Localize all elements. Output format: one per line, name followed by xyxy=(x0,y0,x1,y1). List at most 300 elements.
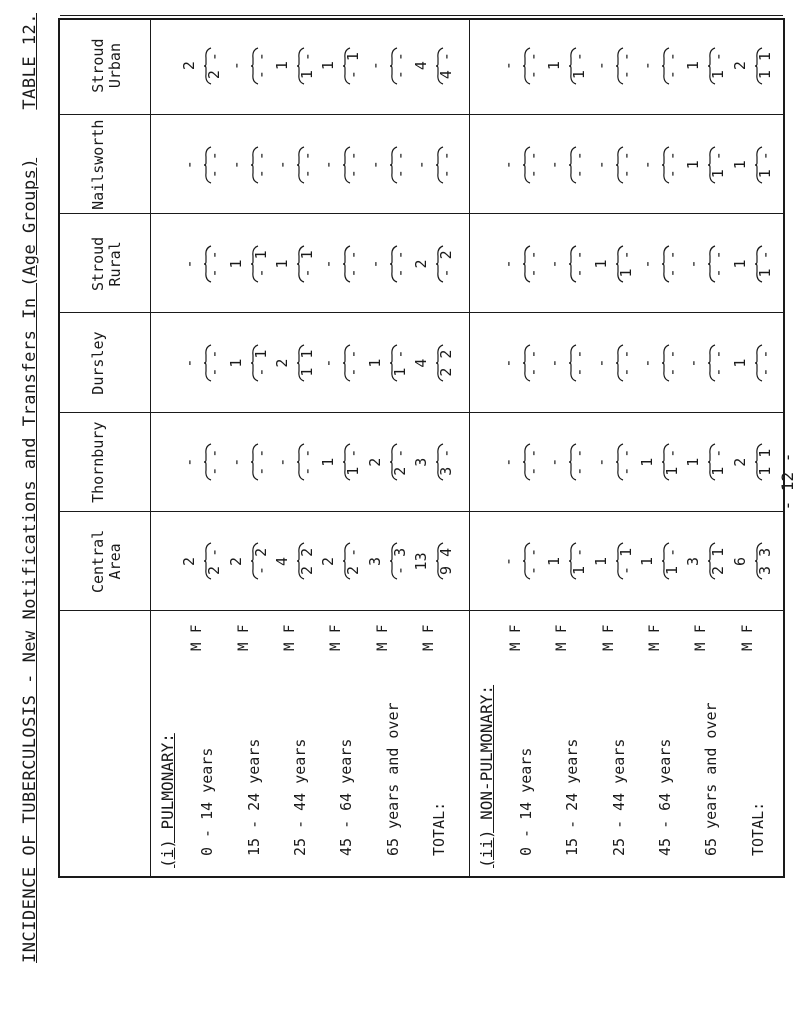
cell-f: - xyxy=(437,52,456,62)
column-header: Nailsworth xyxy=(89,119,107,210)
cell-total: 1 xyxy=(319,457,338,467)
table-cell xyxy=(181,333,223,393)
section-label-text: (ii) NON-PULMONARY: xyxy=(476,684,496,868)
cell-total: - xyxy=(498,457,517,467)
cell-brace xyxy=(430,135,438,195)
cell-f: - xyxy=(662,547,681,557)
section-label-text: (i) PULMONARY: xyxy=(158,733,177,868)
table-heading: INCIDENCE OF TUBERCULOSIS - New Notifications and Transfers In (Age Groups) xyxy=(20,157,40,963)
cell-f: - xyxy=(709,151,728,161)
cell-f: - xyxy=(570,448,589,458)
table-cell xyxy=(274,333,316,393)
table-cell xyxy=(546,36,588,96)
cell-brace xyxy=(517,333,525,393)
sex-label-f: F xyxy=(739,624,756,633)
cell-f: 1 xyxy=(709,547,728,557)
cell-m: - xyxy=(570,169,589,179)
cell-f: - xyxy=(570,151,589,161)
table-cell xyxy=(367,432,409,492)
cell-total: 4 xyxy=(273,556,292,566)
cell-total: - xyxy=(591,61,610,71)
cell-brace xyxy=(702,36,710,96)
cell-f: - xyxy=(616,250,635,260)
cell-total: 2 xyxy=(319,556,338,566)
cell-f: - xyxy=(390,52,409,62)
cell-m: 1 xyxy=(662,466,681,476)
cell-total: 1 xyxy=(365,358,384,368)
cell-m: 1 xyxy=(344,466,363,476)
cell-brace xyxy=(430,531,438,591)
table-cell xyxy=(639,432,681,492)
sex-label-f: F xyxy=(189,624,206,633)
cell-brace xyxy=(430,234,438,294)
table-cell xyxy=(546,432,588,492)
sex-label-f: F xyxy=(235,624,252,633)
cell-f: - xyxy=(709,448,728,458)
cell-f: - xyxy=(298,448,317,458)
table-cell xyxy=(639,531,681,591)
sex-label-f: F xyxy=(646,624,663,633)
age-group-label: 25 - 44 years xyxy=(291,738,310,856)
cell-total: - xyxy=(365,160,384,170)
cell-f: - xyxy=(205,349,224,359)
cell-f: 1 xyxy=(298,349,317,359)
age-group-label: 15 - 24 years xyxy=(563,738,582,856)
cell-total: 13 xyxy=(412,552,431,571)
cell-m: - xyxy=(523,565,542,575)
cell-total: 1 xyxy=(273,61,292,71)
cell-total: - xyxy=(180,160,199,170)
cell-brace xyxy=(749,135,757,195)
sex-label-m: M xyxy=(507,642,524,651)
column-rule xyxy=(60,15,783,16)
cell-m: - xyxy=(390,268,409,278)
cell-f: - xyxy=(662,250,681,260)
table-cell xyxy=(639,135,681,195)
cell-brace xyxy=(517,531,525,591)
table-cell xyxy=(367,135,409,195)
sex-label-f: F xyxy=(374,624,391,633)
cell-total: 1 xyxy=(730,259,749,269)
cell-m: - xyxy=(437,268,456,278)
cell-f: - xyxy=(570,547,589,557)
table-cell xyxy=(732,531,774,591)
section-rule xyxy=(469,20,470,876)
age-group-label: 0 - 14 years xyxy=(198,747,217,856)
cell-f: - xyxy=(709,52,728,62)
cell-m: 2 xyxy=(205,70,224,80)
cell-brace xyxy=(702,531,710,591)
sex-label-m: M xyxy=(374,642,391,651)
cell-m: - xyxy=(344,268,363,278)
cell-brace xyxy=(517,135,525,195)
cell-m: - xyxy=(709,367,728,377)
cell-m: - xyxy=(251,466,270,476)
sex-label-m: M xyxy=(189,642,206,651)
cell-brace xyxy=(198,135,206,195)
table-cell xyxy=(181,234,223,294)
cell-total: 1 xyxy=(591,259,610,269)
table-cell xyxy=(320,432,362,492)
cell-brace xyxy=(198,36,206,96)
cell-total: - xyxy=(637,160,656,170)
table-cell xyxy=(593,333,635,393)
page-title xyxy=(20,3,40,963)
cell-total: - xyxy=(319,160,338,170)
cell-m: - xyxy=(570,367,589,377)
cell-f: - xyxy=(205,547,224,557)
table-cell xyxy=(228,531,270,591)
cell-brace xyxy=(610,531,618,591)
cell-brace xyxy=(337,234,345,294)
cell-total: - xyxy=(226,160,245,170)
cell-total: - xyxy=(498,358,517,368)
cell-m: - xyxy=(390,70,409,80)
cell-total: 1 xyxy=(319,61,338,71)
cell-brace xyxy=(656,36,664,96)
table-cell xyxy=(228,135,270,195)
cell-brace xyxy=(656,432,664,492)
cell-total: - xyxy=(545,259,564,269)
cell-f: 1 xyxy=(344,52,363,62)
cell-m: 2 xyxy=(390,466,409,476)
cell-total: 1 xyxy=(684,61,703,71)
cell-brace xyxy=(384,432,392,492)
cell-brace xyxy=(430,432,438,492)
cell-brace xyxy=(384,234,392,294)
cell-total: - xyxy=(591,160,610,170)
table-cell xyxy=(367,333,409,393)
cell-brace xyxy=(702,432,710,492)
cell-total: - xyxy=(365,61,384,71)
section-label xyxy=(477,685,496,868)
cell-total: 1 xyxy=(730,160,749,170)
cell-f: 1 xyxy=(251,250,270,260)
cell-m: - xyxy=(437,169,456,179)
cell-total: 6 xyxy=(730,556,749,566)
cell-f: - xyxy=(570,349,589,359)
cell-f: - xyxy=(570,250,589,260)
header-rule xyxy=(150,20,151,876)
cell-m: - xyxy=(616,169,635,179)
cell-f: - xyxy=(616,448,635,458)
cell-total: 2 xyxy=(226,556,245,566)
cell-total: 4 xyxy=(412,358,431,368)
cell-f: - xyxy=(616,52,635,62)
cell-brace xyxy=(291,135,299,195)
cell-total: - xyxy=(365,259,384,269)
table-cell xyxy=(181,36,223,96)
cell-total: - xyxy=(180,259,199,269)
table-cell xyxy=(413,432,455,492)
cell-m: - xyxy=(251,169,270,179)
cell-f: - xyxy=(523,349,542,359)
table-cell xyxy=(228,234,270,294)
cell-f: - xyxy=(662,448,681,458)
cell-m: - xyxy=(570,268,589,278)
cell-total: - xyxy=(545,457,564,467)
table-cell xyxy=(500,432,542,492)
cell-brace xyxy=(656,333,664,393)
column-rule xyxy=(60,313,783,314)
cell-m: - xyxy=(616,70,635,80)
cell-f: 1 xyxy=(251,349,270,359)
cell-f: - xyxy=(205,52,224,62)
cell-f: 1 xyxy=(616,547,635,557)
age-group-label: 0 - 14 years xyxy=(516,747,535,856)
column-rule xyxy=(60,511,783,512)
cell-f: - xyxy=(755,250,774,260)
cell-m: 1 xyxy=(755,169,774,179)
cell-m: 1 xyxy=(755,466,774,476)
table-cell xyxy=(685,36,727,96)
cell-total: 2 xyxy=(273,358,292,368)
cell-brace xyxy=(384,135,392,195)
cell-brace xyxy=(610,234,618,294)
cell-brace xyxy=(563,432,571,492)
sex-label-f: F xyxy=(421,624,438,633)
cell-m: - xyxy=(298,466,317,476)
cell-brace xyxy=(749,531,757,591)
cell-total: 4 xyxy=(412,61,431,71)
cell-f: - xyxy=(709,349,728,359)
cell-m: 1 xyxy=(709,169,728,179)
cell-m: 9 xyxy=(437,565,456,575)
cell-m: - xyxy=(523,268,542,278)
table-cell xyxy=(500,135,542,195)
column-header: Dursley xyxy=(89,331,107,395)
cell-f: 1 xyxy=(755,52,774,62)
table-cell xyxy=(500,36,542,96)
table-cell xyxy=(500,531,542,591)
cell-brace xyxy=(563,333,571,393)
table-cell xyxy=(685,531,727,591)
cell-brace xyxy=(245,234,253,294)
cell-m: 2 xyxy=(205,565,224,575)
age-group-label: 15 - 24 years xyxy=(244,738,263,856)
cell-total: - xyxy=(684,358,703,368)
sex-label-m: M xyxy=(554,642,571,651)
cell-m: 3 xyxy=(755,565,774,575)
cell-total: 2 xyxy=(180,61,199,71)
cell-total: - xyxy=(412,160,431,170)
table-cell xyxy=(546,135,588,195)
cell-m: - xyxy=(523,466,542,476)
cell-brace xyxy=(245,135,253,195)
table-cell xyxy=(685,333,727,393)
cell-m: - xyxy=(570,466,589,476)
table-cell xyxy=(367,531,409,591)
cell-f: 2 xyxy=(437,250,456,260)
table-cell xyxy=(228,432,270,492)
cell-m: 1 xyxy=(616,268,635,278)
table-cell xyxy=(732,135,774,195)
cell-total: - xyxy=(226,61,245,71)
cell-f: - xyxy=(390,349,409,359)
cell-m: - xyxy=(523,169,542,179)
sex-label-m: M xyxy=(282,642,299,651)
table-cell xyxy=(228,36,270,96)
cell-f: - xyxy=(662,151,681,161)
cell-m: 1 xyxy=(755,268,774,278)
page-number: - 12 - xyxy=(778,452,797,511)
table-cell xyxy=(413,36,455,96)
age-group-label: 25 - 44 years xyxy=(609,738,628,856)
cell-brace xyxy=(384,333,392,393)
cell-brace xyxy=(384,531,392,591)
cell-total: 2 xyxy=(412,259,431,269)
cell-total: 2 xyxy=(730,61,749,71)
cell-f: - xyxy=(344,151,363,161)
cell-brace xyxy=(198,234,206,294)
table-cell xyxy=(320,36,362,96)
cell-f: - xyxy=(523,151,542,161)
cell-f: - xyxy=(205,151,224,161)
column-header: Stroud Urban xyxy=(89,38,124,93)
cell-brace xyxy=(517,432,525,492)
cell-total: - xyxy=(591,358,610,368)
cell-brace xyxy=(563,234,571,294)
table-cell xyxy=(228,333,270,393)
column-header: Central Area xyxy=(89,529,124,594)
cell-f: - xyxy=(523,52,542,62)
cell-total: - xyxy=(591,457,610,467)
table-cell xyxy=(685,234,727,294)
table-cell xyxy=(500,234,542,294)
cell-brace xyxy=(702,234,710,294)
cell-brace xyxy=(563,135,571,195)
cell-m: - xyxy=(662,367,681,377)
table-cell xyxy=(732,36,774,96)
cell-m: 1 xyxy=(709,466,728,476)
cell-total: - xyxy=(273,160,292,170)
cell-m: - xyxy=(298,268,317,278)
cell-m: 2 xyxy=(437,367,456,377)
cell-brace xyxy=(656,531,664,591)
cell-m: 1 xyxy=(570,70,589,80)
cell-m: 1 xyxy=(390,367,409,377)
cell-total: 1 xyxy=(684,160,703,170)
table-cell xyxy=(367,234,409,294)
cell-brace xyxy=(291,333,299,393)
cell-total: - xyxy=(180,457,199,467)
column-rule xyxy=(60,114,783,115)
cell-f: - xyxy=(570,52,589,62)
cell-m: - xyxy=(344,70,363,80)
cell-m: 2 xyxy=(709,565,728,575)
sex-label-m: M xyxy=(235,642,252,651)
cell-total: - xyxy=(545,160,564,170)
cell-m: - xyxy=(251,367,270,377)
cell-m: - xyxy=(251,268,270,278)
cell-total: - xyxy=(319,259,338,269)
cell-m: - xyxy=(344,367,363,377)
age-group-label: TOTAL: xyxy=(748,801,767,856)
cell-total: - xyxy=(319,358,338,368)
table-cell xyxy=(546,234,588,294)
cell-total: - xyxy=(637,61,656,71)
sex-label-f: F xyxy=(693,624,710,633)
table-cell xyxy=(732,234,774,294)
cell-f: - xyxy=(298,151,317,161)
age-group-label: 45 - 64 years xyxy=(655,738,674,856)
cell-brace xyxy=(291,531,299,591)
cell-f: 3 xyxy=(755,547,774,557)
cell-brace xyxy=(749,234,757,294)
table-cell xyxy=(320,234,362,294)
table-cell xyxy=(732,333,774,393)
age-group-label: 45 - 64 years xyxy=(337,738,356,856)
section-label xyxy=(158,733,177,868)
column-rule xyxy=(60,213,783,214)
cell-f: 2 xyxy=(251,547,270,557)
cell-m: 1 xyxy=(755,70,774,80)
cell-total: 1 xyxy=(273,259,292,269)
age-group-label: 65 years and over xyxy=(702,702,721,856)
cell-f: - xyxy=(662,349,681,359)
cell-total: 3 xyxy=(684,556,703,566)
cell-total: 1 xyxy=(591,556,610,566)
cell-m: 1 xyxy=(709,70,728,80)
table-cell xyxy=(639,234,681,294)
cell-f: - xyxy=(205,448,224,458)
table-number: TABLE 12. xyxy=(20,13,40,110)
cell-total: - xyxy=(498,259,517,269)
data-table xyxy=(58,18,785,878)
cell-m: 1 xyxy=(662,565,681,575)
column-rule xyxy=(60,412,783,413)
cell-f: - xyxy=(709,250,728,260)
sex-label-f: F xyxy=(328,624,345,633)
cell-f: 2 xyxy=(298,547,317,557)
cell-brace xyxy=(610,432,618,492)
cell-brace xyxy=(563,36,571,96)
cell-brace xyxy=(656,135,664,195)
cell-f: - xyxy=(523,547,542,557)
table-cell xyxy=(593,36,635,96)
sex-label-f: F xyxy=(600,624,617,633)
cell-total: 3 xyxy=(412,457,431,467)
cell-brace xyxy=(384,36,392,96)
cell-total: 2 xyxy=(180,556,199,566)
cell-f: 3 xyxy=(390,547,409,557)
age-group-label: 65 years and over xyxy=(383,702,402,856)
sex-label-m: M xyxy=(328,642,345,651)
cell-f: - xyxy=(755,151,774,161)
cell-m: 2 xyxy=(298,565,317,575)
table-cell xyxy=(732,432,774,492)
table-cell xyxy=(413,234,455,294)
cell-m: - xyxy=(251,565,270,575)
cell-m: - xyxy=(755,367,774,377)
cell-f: - xyxy=(251,52,270,62)
cell-m: - xyxy=(205,367,224,377)
cell-brace xyxy=(337,135,345,195)
cell-f: - xyxy=(344,349,363,359)
cell-f: - xyxy=(523,448,542,458)
cell-total: - xyxy=(545,358,564,368)
cell-f: - xyxy=(298,52,317,62)
sex-label-f: F xyxy=(507,624,524,633)
sex-label-m: M xyxy=(600,642,617,651)
cell-m: 3 xyxy=(437,466,456,476)
sex-label-m: M xyxy=(421,642,438,651)
cell-f: - xyxy=(437,448,456,458)
table-cell xyxy=(593,432,635,492)
cell-m: - xyxy=(616,565,635,575)
table-cell xyxy=(181,531,223,591)
cell-total: 1 xyxy=(684,457,703,467)
